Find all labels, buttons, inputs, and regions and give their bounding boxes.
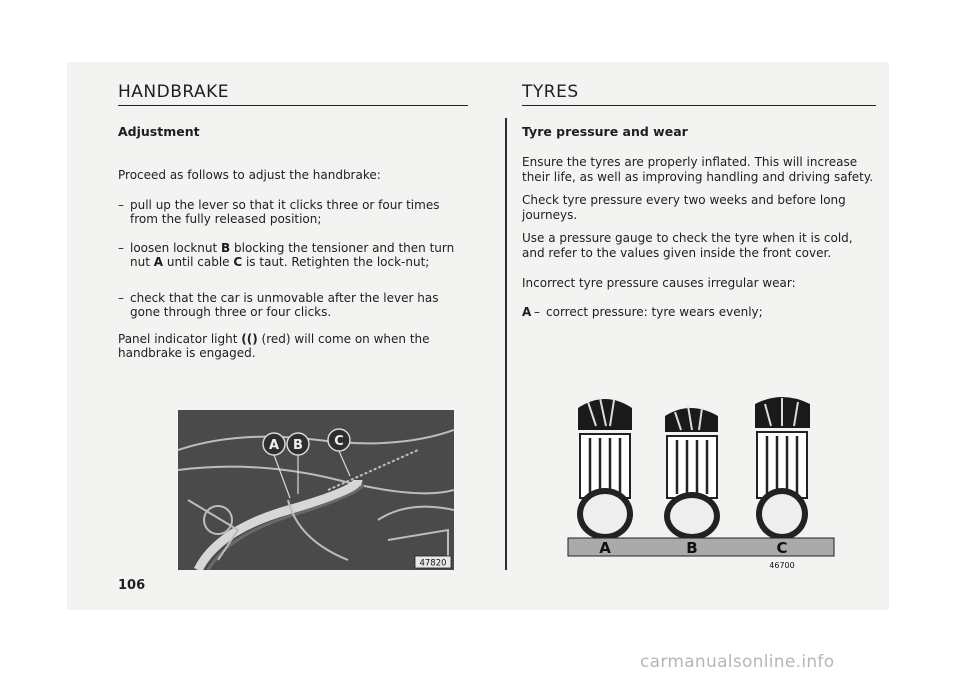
paragraph-1: Ensure the tyres are properly inflated. This will increase their life, as well as improving handling and driving safety. bbox=[522, 155, 874, 184]
step-2-text-b: blocking the tensioner and then turn nut bbox=[130, 240, 455, 269]
figure-label-b: B bbox=[293, 438, 303, 453]
step-2 bbox=[118, 241, 468, 270]
dash: – bbox=[118, 240, 124, 255]
tyre-label-a: A bbox=[599, 539, 611, 557]
handbrake-section bbox=[118, 82, 468, 361]
step-2-text-c: until cable bbox=[163, 255, 234, 269]
handbrake-figure bbox=[178, 410, 454, 570]
dash: – bbox=[118, 197, 124, 212]
step-1-text: pull up the lever so that it clicks three or four times from the fully released position; bbox=[130, 197, 440, 226]
intro-text: Proceed as follows to adjust the handbrake: bbox=[118, 168, 381, 182]
step-1 bbox=[118, 198, 468, 227]
ref-a: A bbox=[153, 255, 164, 269]
subheading-tyre-pressure: Tyre pressure and wear bbox=[522, 124, 688, 139]
figure-label-c: C bbox=[334, 434, 344, 449]
figure-code: 47820 bbox=[419, 558, 447, 569]
tyre-a bbox=[577, 398, 633, 540]
item-a-key: A bbox=[522, 304, 532, 319]
item-a-text: correct pressure: tyre wears evenly; bbox=[546, 304, 763, 319]
indicator-text-before: Panel indicator light bbox=[118, 331, 238, 346]
tyre-label-b: B bbox=[686, 539, 698, 557]
page-number: 106 bbox=[118, 578, 146, 593]
paragraph-3: Use a pressure gauge to check the tyre when it is cold, and refer to the values given inside the front cover. bbox=[522, 231, 853, 260]
figure-label-a: A bbox=[268, 438, 280, 453]
tyres-section bbox=[522, 82, 876, 319]
step-3 bbox=[118, 291, 468, 320]
section-title-tyres: TYRES bbox=[522, 82, 876, 106]
paragraph-2: Check tyre pressure every two weeks and before long journeys. bbox=[522, 193, 846, 222]
tyre-c bbox=[755, 397, 810, 540]
dash: – bbox=[118, 290, 124, 305]
tyre-figure-code: 46700 bbox=[769, 561, 795, 570]
item-a-dash: – bbox=[534, 304, 540, 319]
step-2-text-a: loosen locknut bbox=[130, 240, 222, 255]
section-title-handbrake: HANDBRAKE bbox=[118, 82, 468, 106]
column-divider bbox=[505, 118, 507, 570]
ref-c: C bbox=[233, 255, 243, 269]
handbrake-warning-icon: (() bbox=[241, 331, 258, 346]
paragraph-4: Incorrect tyre pressure causes irregular wear: bbox=[522, 276, 796, 290]
tyre-wear-figure bbox=[560, 390, 840, 575]
subheading-adjustment: Adjustment bbox=[118, 124, 200, 139]
step-3-text: check that the car is unmovable after the lever has gone through three or four clicks. bbox=[130, 290, 439, 319]
tyre-label-c: C bbox=[776, 539, 788, 557]
tyre-b bbox=[664, 406, 720, 540]
item-a bbox=[522, 305, 876, 320]
indicator-paragraph bbox=[118, 332, 468, 361]
ref-b: B bbox=[221, 240, 231, 255]
indicator-text-after: (red) will come on when the handbrake is engaged. bbox=[118, 331, 430, 360]
step-2-text-d: is taut. Retighten the lock-nut; bbox=[242, 255, 430, 269]
watermark: carmanualsonline.info bbox=[640, 652, 835, 672]
